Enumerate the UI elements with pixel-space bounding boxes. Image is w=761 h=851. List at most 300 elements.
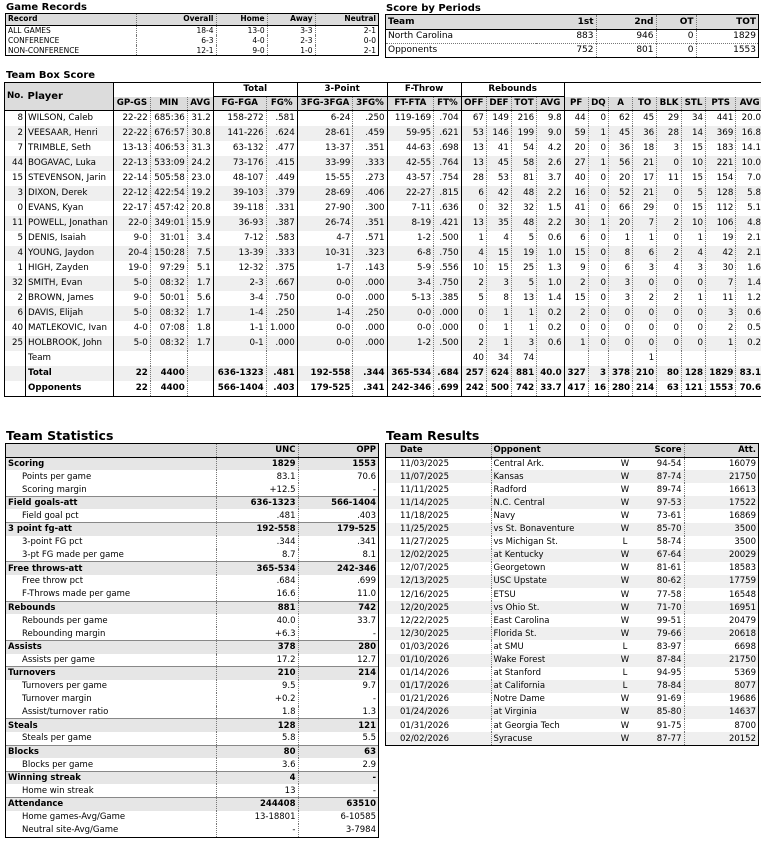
box-cell: .698 (434, 141, 461, 156)
box-cell: 441 (706, 111, 736, 126)
box-header: OFF (461, 97, 486, 111)
result-row (386, 680, 758, 693)
box-cell: 13 (461, 216, 486, 231)
box-cell: 5.8 (736, 186, 761, 201)
result-cell: 11/18/2025 (400, 511, 449, 522)
stat-opp: - (298, 784, 378, 797)
box-cell: .143 (353, 261, 387, 276)
box-cell: 0.6 (736, 306, 761, 321)
box-header: 3FG% (353, 97, 387, 111)
result-cell: 16951 (684, 601, 758, 614)
result-cell: W (616, 706, 634, 719)
stat-unc: 881 (216, 601, 298, 614)
box-cell: 327 (564, 366, 588, 381)
box-cell: 106 (706, 216, 736, 231)
box-cell: 6-24 (297, 111, 353, 126)
box-cell: 150:28 (150, 246, 187, 261)
result-cell: Notre Dame (491, 693, 616, 706)
box-cell: 1 (588, 156, 608, 171)
result-cell: 17759 (684, 575, 758, 588)
tr-header: Score (634, 444, 684, 457)
box-cell: .704 (434, 111, 461, 126)
box-cell: 9.8 (537, 111, 564, 126)
box-cell: 15 (681, 201, 705, 216)
box-cell: 29 (657, 111, 682, 126)
box-cell: 28-61 (297, 126, 353, 141)
sp-cell: 0 (656, 29, 696, 43)
box-cell: 0-1 (213, 336, 266, 351)
box-header: AVG (736, 97, 761, 111)
result-cell: 20152 (684, 732, 758, 745)
box-cell: STEVENSON, Jarin (26, 171, 114, 186)
stat-opp: 70.6 (298, 470, 378, 483)
box-cell: 1-4 (297, 306, 353, 321)
box-cell (706, 351, 736, 366)
box-cell: 1.0 (537, 276, 564, 291)
box-cell: 22-22 (114, 126, 151, 141)
box-group-header: 3-Point (297, 83, 387, 97)
box-cell (537, 351, 564, 366)
box-cell: 7 (633, 216, 657, 231)
result-row (386, 536, 758, 549)
stat-unc: +6.3 (216, 627, 298, 640)
result-cell: at Georgia Tech (491, 719, 616, 732)
result-cell: W (616, 470, 634, 483)
box-header: No. (5, 83, 26, 111)
box-cell: 2 (657, 291, 682, 306)
result-cell: 17522 (684, 496, 758, 509)
box-cell: .699 (434, 381, 461, 396)
gr-row (6, 45, 378, 55)
box-cell: 24.2 (187, 156, 213, 171)
box-cell: 5-9 (387, 261, 434, 276)
result-cell: 99-51 (656, 615, 682, 626)
box-cell: 7 (706, 276, 736, 291)
box-cell: 15-55 (297, 171, 353, 186)
box-cell: 28 (657, 126, 682, 141)
box-cell: .624 (266, 126, 297, 141)
box-cell: 33.7 (537, 381, 564, 396)
result-cell: Florida St. (491, 627, 616, 640)
box-cell: 0.5 (736, 321, 761, 336)
box-cell: 406:53 (150, 141, 187, 156)
box-cell: 6 (564, 231, 588, 246)
box-cell: .323 (353, 246, 387, 261)
stat-opp: 121 (298, 719, 378, 732)
box-cell: .387 (266, 216, 297, 231)
box-cell: 28-69 (297, 186, 353, 201)
result-cell: 71-70 (634, 601, 684, 614)
box-cell: .406 (353, 186, 387, 201)
gr-cell: 2-1 (315, 45, 378, 55)
box-cell: 0 (588, 306, 608, 321)
box-cell: 11 (657, 171, 682, 186)
result-cell: Central Ark. (491, 457, 616, 470)
result-cell: W (616, 732, 634, 745)
stat-unc: 83.1 (216, 470, 298, 483)
result-cell: Radford (491, 483, 616, 496)
box-cell: 1.2 (736, 291, 761, 306)
box-cell: 70.6 (736, 381, 761, 396)
game-records-table (5, 13, 379, 56)
box-cell: 0 (17, 202, 24, 213)
box-cell: 0 (609, 336, 633, 351)
result-cell: 16079 (684, 457, 758, 470)
box-cell: 73-176 (213, 156, 266, 171)
stat-unc: .481 (216, 509, 298, 522)
box-cell: 19.2 (187, 186, 213, 201)
box-cell (609, 351, 633, 366)
box-cell: 128 (706, 186, 736, 201)
box-cell: 39-118 (213, 201, 266, 216)
stat-row (6, 824, 378, 837)
box-cell (434, 351, 461, 366)
gr-cell: 2-1 (315, 25, 378, 35)
box-cell: 119-169 (387, 111, 434, 126)
box-cell: 1.7 (187, 306, 213, 321)
result-cell: 11/14/2025 (386, 496, 491, 509)
box-cell: 5 (511, 231, 536, 246)
box-cell: .583 (266, 231, 297, 246)
box-cell: 10 (681, 216, 705, 231)
player-row (5, 141, 761, 156)
result-cell: 12/30/2025 (386, 627, 491, 640)
box-cell: 16 (588, 381, 608, 396)
team-statistics-table (5, 443, 379, 838)
result-row (386, 654, 758, 667)
stat-row (6, 784, 378, 797)
stat-row (6, 470, 378, 483)
gr-header: Record (6, 14, 136, 25)
stat-section-row (6, 667, 378, 680)
box-cell: .754 (434, 171, 461, 186)
result-cell: 01/03/2026 (400, 641, 449, 652)
result-cell: W (620, 694, 630, 705)
result-cell: at SMU (491, 640, 616, 653)
stat-opp: 33.7 (298, 614, 378, 627)
box-cell: 50:01 (150, 291, 187, 306)
result-cell: Navy (491, 509, 616, 522)
sp-cell: 883 (576, 31, 594, 41)
result-row (386, 693, 758, 706)
box-cell: 1553 (706, 381, 736, 396)
box-cell: 0 (681, 336, 705, 351)
box-cell: 0 (461, 306, 486, 321)
team-results-title: Team Results (386, 428, 480, 443)
result-cell: 16869 (684, 509, 758, 522)
stat-section-row (6, 798, 378, 811)
stat-opp: 1.3 (298, 706, 378, 719)
box-header: PF (564, 97, 588, 111)
box-cell: 0 (588, 111, 608, 126)
box-cell: 27 (564, 156, 588, 171)
box-cell: 158-272 (213, 111, 266, 126)
stat-label: Free throw pct (22, 576, 84, 587)
box-cell: 6 (633, 246, 657, 261)
stat-label: Home win streak (22, 785, 94, 796)
result-cell: vs Michigan St. (491, 536, 616, 549)
box-cell: 0 (461, 201, 486, 216)
box-cell: 97:29 (150, 261, 187, 276)
box-cell (387, 351, 434, 366)
box-cell: 67 (461, 111, 486, 126)
box-header: FG-FGA (213, 97, 266, 111)
box-cell: 63 (657, 381, 682, 396)
box-cell: 53 (486, 171, 511, 186)
stat-label: Assists per game (22, 654, 95, 665)
box-cell: 10 (681, 156, 705, 171)
box-cell: 4 (681, 246, 705, 261)
box-cell: 221 (706, 156, 736, 171)
box-cell: 14.1 (736, 141, 761, 156)
score-by-periods-table (385, 14, 759, 58)
stat-label: Neutral site-Avg/Game (22, 825, 119, 836)
box-header: A (609, 97, 633, 111)
box-cell: 11 (706, 291, 736, 306)
box-cell: 0 (461, 321, 486, 336)
stat-opp: 5.5 (298, 732, 378, 745)
box-cell: 533:09 (150, 156, 187, 171)
box-cell: 1 (511, 306, 536, 321)
box-cell: 83.1 (736, 366, 761, 381)
box-cell: 1 (633, 231, 657, 246)
box-cell: .481 (266, 366, 297, 381)
box-header: GP-GS (114, 97, 151, 111)
box-cell: 6 (609, 261, 633, 276)
box-cell: 20.0 (736, 111, 761, 126)
box-cell: 15 (11, 172, 24, 183)
box-cell: 369 (706, 126, 736, 141)
box-cell: 0.2 (537, 306, 564, 321)
box-cell: 56 (609, 156, 633, 171)
box-cell: .000 (353, 291, 387, 306)
sp-cell: 946 (596, 29, 656, 43)
box-cell: 5.6 (187, 291, 213, 306)
box-cell: 199 (511, 126, 536, 141)
stat-unc: 13-18801 (216, 811, 298, 824)
gr-cell: ALL GAMES (8, 25, 51, 35)
stat-label: Rebounds per game (22, 615, 108, 626)
box-cell: 4 (486, 231, 511, 246)
stat-opp: 1553 (298, 457, 378, 470)
stat-unc: - (216, 824, 298, 837)
stat-label: Steals (6, 719, 216, 732)
box-header: TO (633, 97, 657, 111)
stat-opp: 566-1404 (298, 496, 378, 509)
box-cell: 22-14 (114, 171, 151, 186)
result-cell: vs Ohio St. (491, 601, 616, 614)
box-cell: 48-107 (213, 171, 266, 186)
box-cell: 20 (609, 216, 633, 231)
box-cell: 1829 (706, 366, 736, 381)
stat-row (6, 483, 378, 496)
box-cell: 31.2 (187, 111, 213, 126)
box-cell: 457:42 (150, 201, 187, 216)
box-cell: .000 (434, 321, 461, 336)
box-cell: 5.1 (736, 201, 761, 216)
stat-label: Turnovers per game (22, 681, 108, 692)
stat-row (6, 614, 378, 627)
game-records-title: Game Records (6, 2, 87, 13)
box-cell: 1.5 (537, 201, 564, 216)
box-cell: 3 (5, 186, 26, 201)
box-cell: 1-1 (213, 321, 266, 336)
box-cell (353, 351, 387, 366)
result-cell: 19686 (684, 693, 758, 706)
result-cell: L (622, 668, 628, 679)
box-header: TOT (511, 97, 536, 111)
stat-opp: 179-525 (298, 523, 378, 536)
box-cell: 4.2 (537, 141, 564, 156)
box-cell: 20.8 (187, 201, 213, 216)
result-cell: 91-69 (656, 694, 682, 705)
box-cell: 5-0 (114, 276, 151, 291)
box-cell: .764 (434, 156, 461, 171)
box-cell: 19 (706, 231, 736, 246)
box-cell: 146 (486, 126, 511, 141)
box-header: FT% (434, 97, 461, 111)
stat-label: Blocks (6, 745, 216, 758)
box-cell: .000 (353, 321, 387, 336)
box-cell: .403 (266, 381, 297, 396)
result-cell: at Virginia (491, 706, 616, 719)
box-cell: .250 (266, 306, 297, 321)
stat-unc: 3.6 (216, 758, 298, 771)
box-cell: 62 (609, 111, 633, 126)
box-cell: 23.0 (187, 171, 213, 186)
stat-row (6, 680, 378, 693)
box-cell: 0 (609, 306, 633, 321)
result-cell: W (616, 549, 634, 562)
box-cell: 7.5 (187, 246, 213, 261)
box-cell: 505:58 (150, 171, 187, 186)
result-row (386, 562, 758, 575)
box-cell: 15 (564, 291, 588, 306)
box-header: 3FG-3FGA (297, 97, 353, 111)
player-row (5, 321, 761, 336)
box-cell: 1.8 (187, 321, 213, 336)
sp-row (386, 29, 758, 43)
box-cell: 0 (657, 156, 682, 171)
box-cell: 257 (461, 366, 486, 381)
box-cell: 5-0 (114, 336, 151, 351)
box-cell: 1-2 (387, 231, 434, 246)
box-cell: 1 (706, 336, 736, 351)
box-cell: 32 (5, 276, 26, 291)
box-cell: .351 (353, 216, 387, 231)
box-cell: 59-95 (387, 126, 434, 141)
box-cell: 22-17 (114, 201, 151, 216)
box-cell: .250 (353, 306, 387, 321)
gr-cell: CONFERENCE (8, 35, 60, 45)
box-cell: 5 (461, 291, 486, 306)
box-cell (564, 351, 588, 366)
stat-label: Winning streak (6, 771, 216, 784)
box-cell: 0 (588, 171, 608, 186)
box-cell: 0 (588, 336, 608, 351)
box-cell: .000 (266, 336, 297, 351)
result-cell: USC Upstate (491, 575, 616, 588)
box-cell: 1-2 (387, 336, 434, 351)
result-cell: 12/07/2025 (400, 563, 449, 574)
box-cell: 5.1 (187, 261, 213, 276)
box-cell: BOGAVAC, Luka (26, 156, 114, 171)
result-cell: 67-64 (634, 549, 684, 562)
box-cell: 6 (461, 186, 486, 201)
result-cell: 3500 (684, 536, 758, 549)
gr-cell: 6-3 (136, 35, 216, 45)
box-cell: 3 (588, 366, 608, 381)
box-cell: 1 (486, 306, 511, 321)
box-cell: 29 (633, 201, 657, 216)
box-cell: .636 (434, 201, 461, 216)
box-cell: 0 (588, 291, 608, 306)
box-cell: 417 (564, 381, 588, 396)
box-cell: 19 (511, 246, 536, 261)
box-cell: 4400 (150, 366, 187, 381)
box-cell: 128 (681, 366, 705, 381)
stat-label: Free throws-att (6, 562, 216, 575)
box-header: AVG (537, 97, 564, 111)
stat-unc: 244408 (216, 798, 298, 811)
box-cell: 183 (706, 141, 736, 156)
gr-cell: 0-0 (315, 35, 378, 45)
box-cell: 2 (461, 276, 486, 291)
box-cell: 48 (511, 216, 536, 231)
box-cell: .331 (266, 201, 297, 216)
stat-unc: 17.2 (216, 654, 298, 667)
box-cell: 45 (633, 111, 657, 126)
box-cell: 42 (486, 186, 511, 201)
box-cell: 1 (633, 351, 657, 366)
box-cell: DIXON, Derek (26, 186, 114, 201)
result-cell: 16548 (684, 588, 758, 601)
box-cell: 22-12 (114, 186, 151, 201)
sp-header: 2nd (596, 15, 656, 29)
result-row (386, 732, 758, 745)
box-cell: 16 (564, 186, 588, 201)
result-row (386, 601, 758, 614)
stat-label: Turnover margin (22, 694, 92, 705)
box-cell: 81 (511, 171, 536, 186)
result-cell: 21750 (684, 654, 758, 667)
gr-cell: 9-0 (216, 45, 267, 55)
box-cell: 08:32 (150, 336, 187, 351)
box-cell: 0 (588, 261, 608, 276)
gr-cell: 12-1 (136, 45, 216, 55)
box-cell: 242-346 (387, 381, 434, 396)
result-cell: 21750 (684, 470, 758, 483)
result-cell: W (616, 601, 634, 614)
result-cell: 80-62 (634, 575, 684, 588)
tr-header: Date (386, 444, 491, 457)
box-cell: .341 (353, 381, 387, 396)
result-row (386, 523, 758, 536)
stat-label: Scoring margin (22, 484, 87, 495)
stat-opp: - (298, 771, 378, 784)
score-by-periods-title: Score by Periods (386, 3, 481, 14)
box-header: DEF (486, 97, 511, 111)
box-cell: 41 (486, 141, 511, 156)
box-cell: SMITH, Evan (26, 276, 114, 291)
box-cell: 742 (511, 381, 536, 396)
box-cell: 7 (17, 142, 24, 153)
box-cell (213, 351, 266, 366)
ts-header (6, 444, 216, 457)
box-cell: 31:01 (150, 231, 187, 246)
stat-opp: - (298, 483, 378, 496)
box-cell: 0 (564, 321, 588, 336)
